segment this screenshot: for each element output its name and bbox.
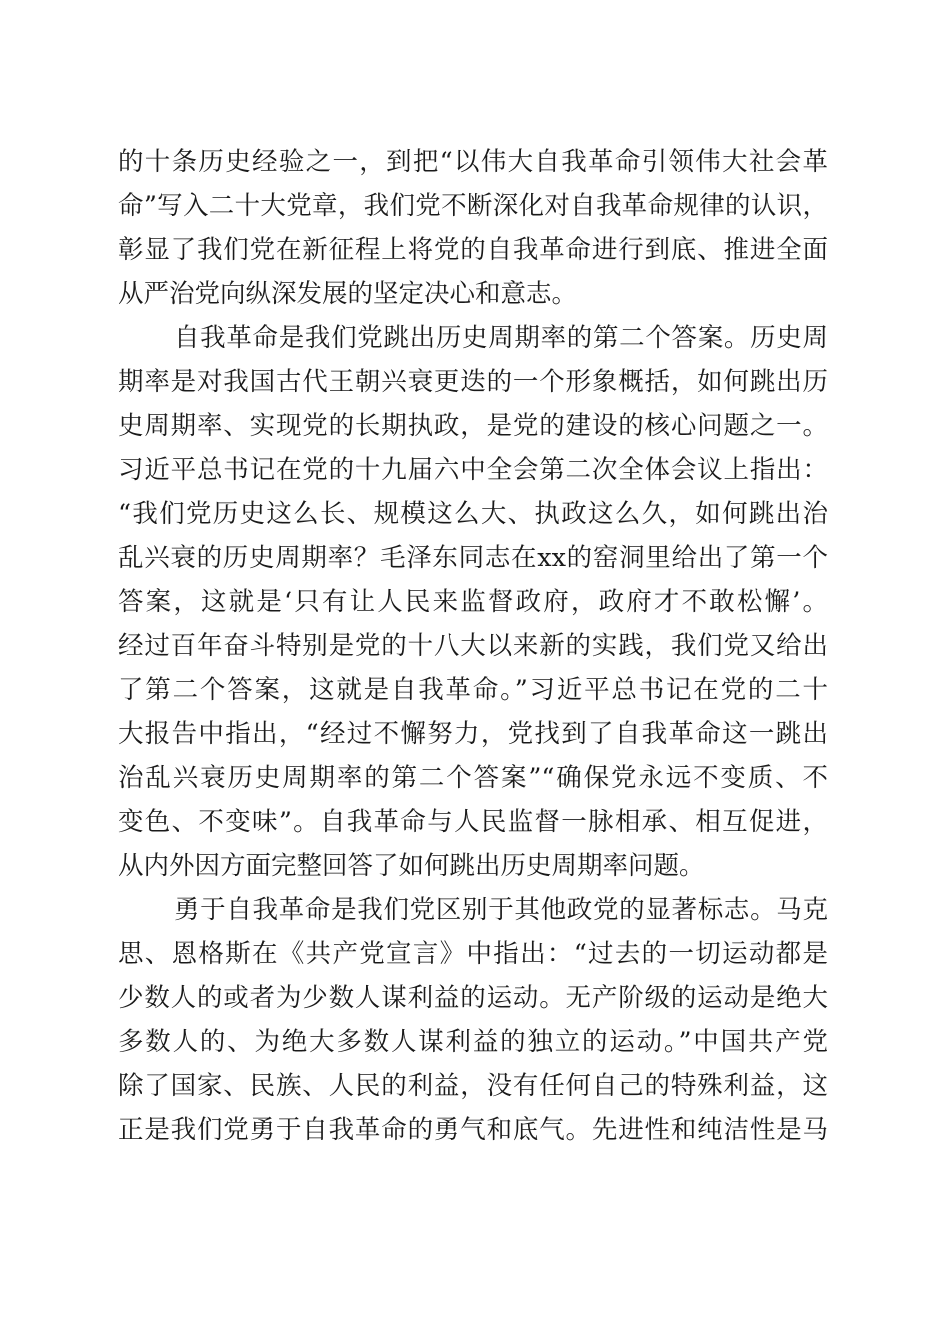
text-line: 习近平总书记在党的十九届六中全会第二次全体会议上指出： [118, 455, 828, 485]
text-line: 乱兴衰的历史周期率？毛泽东同志在xx的窑洞里给出了第一个 [118, 543, 828, 573]
text-line: 了第二个答案，这就是自我革命。”习近平总书记在党的二十 [118, 675, 828, 705]
text-line: 史周期率、实现党的长期执政，是党的建设的核心问题之一。 [118, 411, 828, 441]
text-line: 命”写入二十大党章，我们党不断深化对自我革命规律的认识， [118, 191, 828, 221]
text-line: 从严治党向纵深发展的坚定决心和意志。 [118, 279, 578, 309]
text-line: 勇于自我革命是我们党区别于其他政党的显著标志。马克 [174, 895, 828, 925]
text-line: 大报告中指出，“经过不懈努力，党找到了自我革命这一跳出 [118, 719, 828, 749]
text-line: 期率是对我国古代王朝兴衰更迭的一个形象概括，如何跳出历 [118, 367, 828, 397]
text-line: 除了国家、民族、人民的利益，没有任何自己的特殊利益，这 [118, 1071, 828, 1101]
text-line: 多数人的、为绝大多数人谋利益的独立的运动。”中国共产党 [118, 1027, 828, 1057]
text-line: 思、恩格斯在《共产党宣言》中指出：“过去的一切运动都是 [118, 939, 828, 969]
text-line: 答案，这就是‘只有让人民来监督政府，政府才不敢松懈’。 [118, 587, 828, 617]
text-line: 正是我们党勇于自我革命的勇气和底气。先进性和纯洁性是马 [118, 1115, 828, 1145]
text-line: 自我革命是我们党跳出历史周期率的第二个答案。历史周 [174, 323, 828, 353]
text-line: 的十条历史经验之一，到把“以伟大自我革命引领伟大社会革 [118, 147, 828, 177]
text-line: 从内外因方面完整回答了如何跳出历史周期率问题。 [118, 851, 705, 881]
text-line: 治乱兴衰历史周期率的第二个答案”“确保党永远不变质、不 [118, 763, 828, 793]
text-line: 变色、不变味”。自我革命与人民监督一脉相承、相互促进， [118, 807, 828, 837]
text-line: “我们党历史这么长、规模这么大、执政这么久，如何跳出治 [118, 499, 828, 529]
text-line: 经过百年奋斗特别是党的十八大以来新的实践，我们党又给出 [118, 631, 828, 661]
body-text [118, 140, 828, 1152]
text-line: 少数人的或者为少数人谋利益的运动。无产阶级的运动是绝大 [118, 983, 828, 1013]
text-line: 彰显了我们党在新征程上将党的自我革命进行到底、推进全面 [118, 235, 828, 265]
